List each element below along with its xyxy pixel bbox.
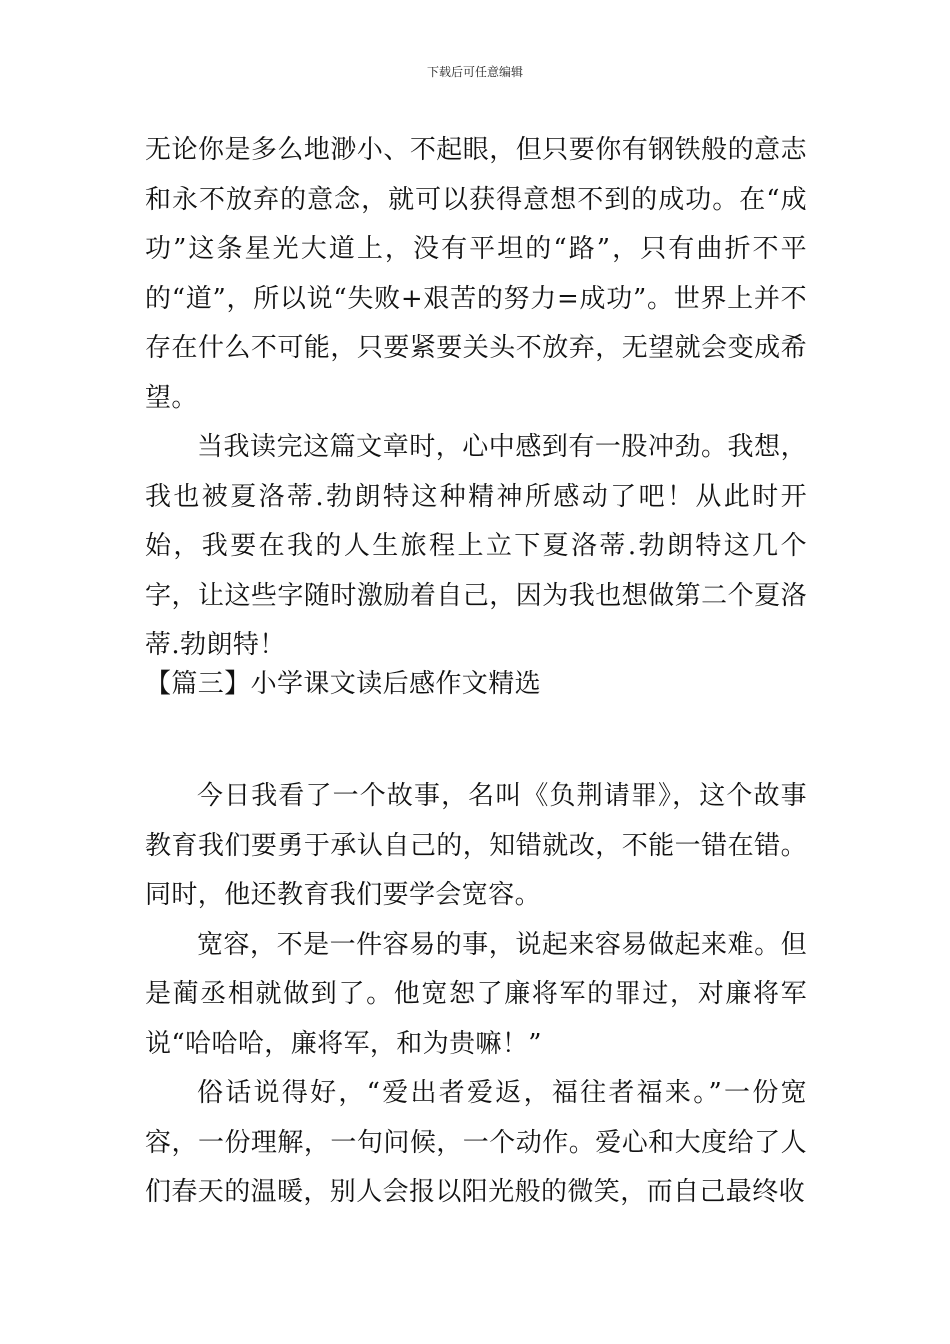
paragraph: 今日我看了一个故事，名叫《负荆请罪》，这个故事教育我们要勇于承认自己的，知错就改，不能一错在错。同时，他还教育我们要学会宽容。 — [145, 781, 807, 910]
paragraph: 当我读完这篇文章时，心中感到有一股冲劲。我想，我也被夏洛蒂.勃朗特这种精神所感动了吧！从此时开始，我要在我的人生旅程上立下夏洛蒂.勃朗特这几个字，让这些字随时激励着自己，因为我也想做第二个夏洛蒂.勃朗特！ — [145, 432, 807, 660]
paragraph: 无论你是多么地渺小、不起眼，但只要你有钢铁般的意志和永不放弃的意念，就可以获得意想不到的成功。在“成功”这条星光大道上，没有平坦的“路”，只有曲折不平的“道”，所以说“失败+艰苦的努力=成功”。世界上并不存在什么不可能，只要紧要关头不放弃，无望就会变成希望。 — [145, 135, 807, 413]
section-title: 【篇三】小学课文读后感作文精选 — [145, 669, 542, 699]
paragraph: 宽容，不是一件容易的事，说起来容易做起来难。但是蔺丞相就做到了。他宽恕了廉将军的罪过，对廉将军说“哈哈哈，廉将军，和为贵嘛！” — [145, 929, 807, 1059]
article-part-2 — [145, 772, 807, 1218]
page-header-note: 下载后可任意编辑 — [426, 65, 523, 79]
paragraph: 俗话说得好，“爱出者爱返，福往者福来。”一份宽容，一份理解，一句问候，一个动作。爱心和大度给了人们春天的温暖，别人会报以阳光般的微笑，而自己最终收 — [145, 1078, 807, 1207]
section-heading-block — [145, 660, 807, 710]
article-part-1 — [145, 126, 807, 671]
